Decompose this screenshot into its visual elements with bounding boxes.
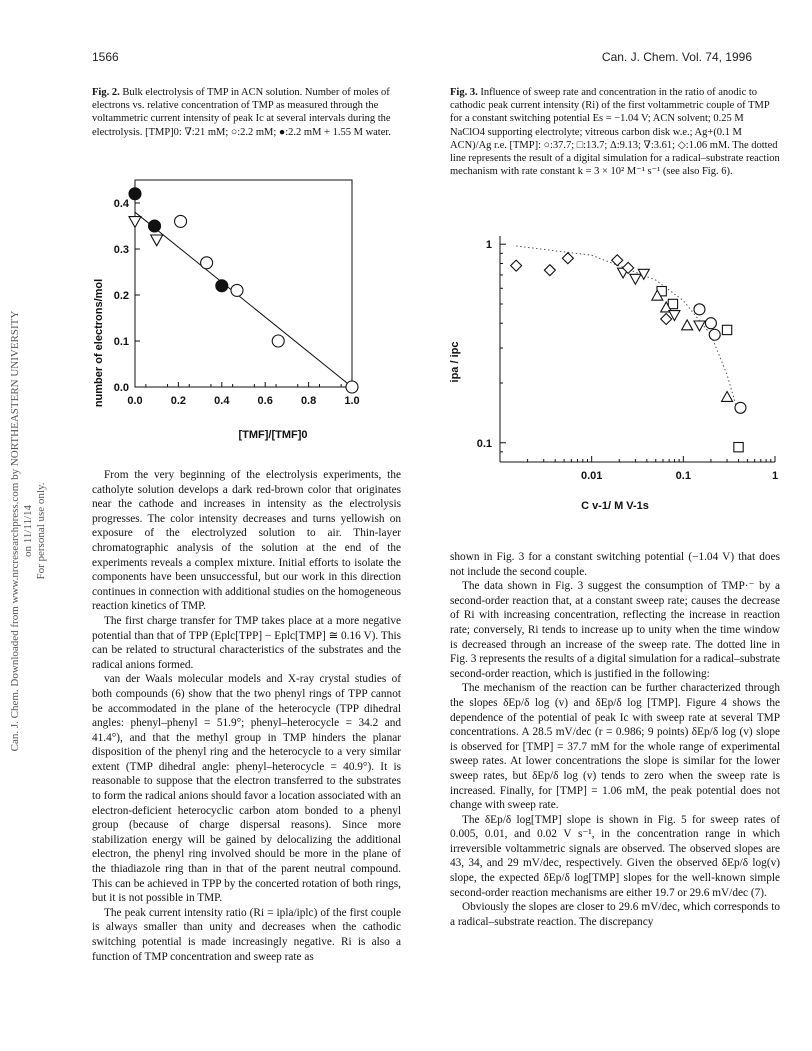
fig3-data-point: [562, 253, 573, 264]
fig3-ytick-label: 0.1: [476, 437, 492, 450]
fig2-caption-label: Fig. 2.: [92, 87, 120, 98]
page-number: 1566: [92, 50, 119, 64]
fig2-xtick-label: 0.2: [170, 395, 187, 407]
fig3-data-point: [722, 325, 731, 334]
fig3-data-point: [705, 318, 716, 329]
left-paragraph-1: From the very beginning of the electrolysis experiments, the catholyte solution develops a dark red-brown color that originates near the cathode and increases in intensity as the electrolysis progresses. The color intensity decreases and turns yellowish on exposure of the electrolyzed solution to air. Thin-layer chromatographic analysis of the solution at the end of the experiments reveals a complex mixture. Initial efforts to isolate the components have been unsuccessful, but our work in this direction continues in connection with additional studies on the homogeneous reaction kinetics of TMP.: [92, 469, 401, 613]
fig2-data-point: [175, 215, 187, 227]
journal-header: Can. J. Chem. Vol. 74, 1996: [601, 50, 752, 64]
fig2-data-point: [216, 280, 228, 292]
fig2-data-point: [151, 235, 163, 246]
left-column: [92, 468, 401, 964]
fig2-data-point: [346, 381, 358, 393]
fig2-ytick-label: 0.1: [113, 336, 129, 348]
fig2-data-point: [231, 284, 243, 296]
fig2-data-point: [272, 335, 284, 347]
fig2-data-point: [201, 257, 213, 269]
fig3-data-point: [722, 392, 733, 402]
fig3-data-point: [544, 265, 555, 276]
fig2-caption-text: Bulk electrolysis of TMP in ACN solution. Number of moles of electrons vs. relative concentration of TMP as measured through the voltammetric current intensity of peak Ic at several intervals during the electrolysis. [TMP]0: ∇:21 mM; ○:2.2 mM; ●:2.2 mM + 1.55 M water.: [92, 87, 391, 138]
fig2-ytick-label: 0.0: [113, 382, 129, 394]
fig3-xtick-label: 1: [771, 470, 779, 482]
fig2-chart: [80, 160, 400, 450]
right-paragraph-3: The mechanism of the reaction can be further characterized through the slopes δEp/δ log (v) and δEp/δ log [TMP]. Figure 4 shows the dependence of the potential of peak Ic with sweep rate at several TMP concentrations. A 28.5 mV/dec (r = 0.986; 9 points) δEp/δ log (v) slope is observed for [TMP] = 37.7 mM for the whole range of experimental sweep rates. At lower concentrations the slope is similar for the lower sweep rates, but δEp/δ log (v) tends to zero when the sweep rate is increased. Finally, for [TMP] = 1.06 mM, the peak potential does not change with sweep rate.: [450, 682, 780, 812]
fig2-xtick-label: 0.8: [300, 395, 317, 407]
right-paragraph-1: shown in Fig. 3 for a constant switching potential (−1.04 V) that does not include the second couple.: [450, 551, 780, 578]
left-paragraph-4: The peak current intensity ratio (Ri = ipla/iplc) of the first couple is always smaller than unity and decreases when the cathodic switching potential is made increasingly negative. Ri is also a function of TMP concentration and sweep rate as: [92, 906, 401, 963]
fig2-data-point: [129, 217, 141, 228]
fig2-xtick-label: 0.4: [214, 395, 230, 407]
fig3-xtick-label: 0.01: [580, 470, 603, 482]
sidebar-line2: For personal use only.: [35, 482, 47, 580]
fig3-caption-label: Fig. 3.: [450, 87, 478, 98]
fig3-data-point: [682, 320, 693, 330]
right-paragraph-2: The data shown in Fig. 3 suggest the consumption of TMP·⁻ by a second-order reaction that, at a constant sweep rate; causes the decrease of Ri with increasing concentration, reflecting the increase in reaction rate; conversely, Ri tends to increase up to unity when the time window is decreased through an increase of the sweep rate. The dotted line in Fig. 3 represents the results of a digital simulation for a radical–substrate second-order reaction, which is justified in the following:: [450, 580, 780, 680]
fig3-data-point: [694, 304, 705, 315]
fig2-caption: [92, 86, 400, 139]
fig3-caption: [450, 86, 780, 178]
fig3-xlabel: C v-1/ M V-1s: [581, 500, 649, 512]
fig3-chart: [440, 222, 785, 522]
left-paragraph-3: van der Waals molecular models and X-ray crystal studies of both compounds (6) show that the two phenyl rings of TPP cannot be accommodated in the plane of the heterocycle (TPP dihedral angles: phenyl–phenyl = 51.9°; phenyl–heterocycle = 34.2 and 41.4°), and that the methyl group in TMP hinders the planar disposition of the phenyl ring and the heterocycle to a very similar extent (TMP dihedral angle: phenyl–heterocycle = 40.9°). It is reasonable to suppose that the electron transferred to the substrates to form the radical anions should favor a location associated with an electron-deficient heterocyclic carbon atom bonded to a phenyl group (because of charge dispersal reasons). Since more stabilization energy will be gained by delocalizing the additional electron, the phenyl ring involved should be more in the plane of the thiadiazole ring than in that of the parent neutral compound. This can be achieved in TPP by the concerted rotation of both rings, but it is not possible in TMP.: [92, 673, 401, 905]
fig3-xtick-label: 0.1: [675, 470, 691, 482]
fig2-ytick-label: 0.2: [113, 290, 129, 302]
fig2-xtick-label: 0.0: [127, 395, 143, 407]
fig2-ytick-label: 0.4: [113, 198, 129, 210]
fig2-ylabel: number of electrons/mol: [93, 278, 105, 408]
left-paragraph-2: The first charge transfer for TMP takes place at a more negative potential than that of TPP (Eplc[TPP] − Eplc[TMP] ≅ 0.16 V). This can be related to structural characteristics of the substrates and the radical anions formed.: [92, 614, 401, 671]
right-column: [450, 550, 780, 929]
fig2-plot-frame: [135, 180, 352, 387]
fig2-ytick-label: 0.3: [113, 244, 129, 256]
fig3-ytick-label: 1: [485, 239, 492, 252]
sidebar-line1: Can. J. Chem. Downloaded from www.nrcresearchpress.com by NORTHEASTERN UNIVERSITY on 11/11/14: [9, 310, 34, 752]
fig2-data-point: [149, 220, 161, 232]
fig2-xlabel: [TMF]/[TMF]0: [238, 429, 308, 441]
fig3-data-point: [734, 443, 743, 452]
download-sidebar: [9, 306, 61, 756]
fig2-data-point: [129, 188, 141, 200]
fig3-data-point: [612, 255, 623, 266]
right-paragraph-4: The δEp/δ log[TMP] slope is shown in Fig. 5 for sweep rates of 0.005, 0.01, and 0.02 V s⁻¹, in the concentration range in which irreversible voltammetric signals are observed. The observed slopes are 43, 34, and 29 mV/dec, respectively. Given the observed δEp/δ log(v) slope, the expected δEp/δ log[TMP] slopes for the well-known simple second-order reaction mechanisms are either 19.7 or 29.6 mV/dec (7).: [450, 813, 780, 899]
fig3-data-point: [630, 274, 641, 284]
fig3-data-point: [694, 321, 705, 331]
fig3-data-point: [735, 402, 746, 413]
right-paragraph-5: Obviously the slopes are closer to 29.6 mV/dec, which corresponds to a radical–substrate reaction. The discrepancy: [450, 901, 780, 928]
fig3-caption-text: Influence of sweep rate and concentration in the ratio of anodic to cathodic peak current intensity (Ri) of the first voltammetric couple of TMP for a constant switching potential Es = −1.04 V; ACN solvent; 0.25 M NaClO4 supporting electrolyte; vitreous carbon disk w.e.; Ag+(0.1 M ACN)/Ag r.e. [TMP]: ○:37.7; □:13.7; Δ:9.13; ∇:3.61; ◇:1.06 mM. The dotted line represents the result of a digital simulation for a radical–substrate reaction mechanism with rate constant k = 3 × 10² M⁻¹ s⁻¹ (see also Fig. 6).: [450, 87, 780, 178]
fig3-data-point: [511, 260, 522, 271]
fig2-fit-line: [135, 212, 352, 387]
fig3-data-point: [661, 314, 672, 325]
fig2-xtick-label: 0.6: [257, 395, 273, 407]
fig2-xtick-label: 1.0: [344, 395, 360, 407]
fig3-data-point: [709, 329, 720, 340]
fig3-ylabel: ipa / ipc: [449, 341, 461, 383]
